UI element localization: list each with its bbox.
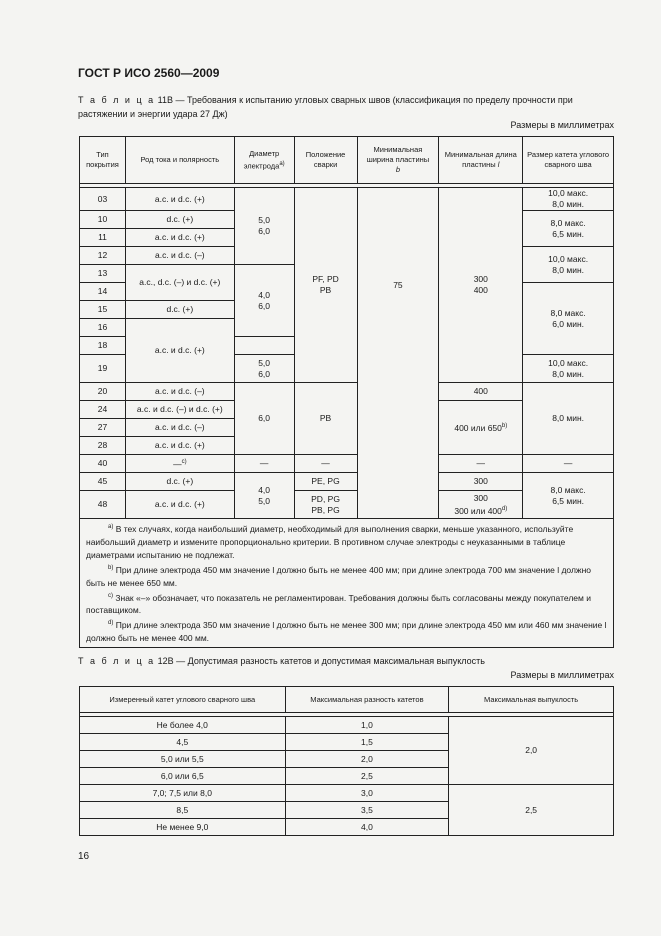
table-row: 8,5 3,5 xyxy=(80,802,614,819)
header-cell: Род тока и полярность xyxy=(125,137,234,184)
table-row: 28 a.c. и d.c. (+) xyxy=(80,437,614,455)
table-row: 14 8,0 макс. 6,0 мин. xyxy=(80,283,614,301)
table-notes xyxy=(80,519,614,648)
page-number: 16 xyxy=(78,851,90,862)
diam-cell: 5,0 6,0 xyxy=(234,355,294,383)
width-cell: 75 xyxy=(357,188,439,383)
table-row: 27 a.c. и d.c. (–) xyxy=(80,419,614,437)
header-cell: Тип покрытия xyxy=(80,137,126,184)
table-row: 16 a.c. и d.c. (+) xyxy=(80,319,614,337)
leg-cell: 10,0 макс. 8,0 мин. xyxy=(523,247,614,283)
leg-cell: 8,0 мин. xyxy=(523,383,614,455)
table-row: 48 a.c. и d.c. (+) PD, PG PB, PG 300 300 или 400$^{d)}$ xyxy=(80,491,614,519)
note-d: $^{d)}$ При длине электрода 350 мм значение l должно быть не менее 300 мм; при длине электрода 450 мм или 460 мм значение l должно быть не менее 400 мм. xyxy=(86,620,607,644)
note-a: $^{a)}$ В тех случаях, когда наибольший диаметр, необходимый для выполнения сварки, меньше указанного, используйте наибольший диаметр и измените пропорционально критерии. В противном случае электроды с неуказанными в таблице диаметрами испытанию не подлежат. xyxy=(86,523,574,560)
table-row: 11 a.c. и d.c. (+) xyxy=(80,229,614,247)
table-11b xyxy=(79,136,614,648)
table-row: 5,0 или 5,5 2,0 xyxy=(80,751,614,768)
table-12b xyxy=(79,686,614,836)
pos-cell: PB xyxy=(294,383,357,455)
leg-cell: 8,0 макс. 6,0 мин. xyxy=(523,283,614,355)
leg-cell: 8,0 макс. 6,5 мин. xyxy=(523,211,614,247)
table-row: 03 a.c. и d.c. (+) 5,0 6,0 PF, PD PB 75 300 400 10,0 макс. 8,0 мин. xyxy=(80,188,614,211)
diam-cell: 4,0 6,0 xyxy=(234,265,294,337)
leg-cell: 10,0 макс. 8,0 мин. xyxy=(523,188,614,211)
table-header-row xyxy=(80,137,614,184)
diam-cell: 4,0 5,0 xyxy=(234,473,294,519)
length-cell: 400 или 650$^{b)}$ xyxy=(439,401,523,455)
table-row: 20 a.c. и d.c. (–) 6,0 PB 400 8,0 мин. xyxy=(80,383,614,401)
table-row: 10 d.c. (+) 8,0 макс. 6,5 мин. xyxy=(80,211,614,229)
header-cell: Размер катета углового сварного шва xyxy=(523,137,614,184)
table-11b-caption: Т а б л и ц а 11B — Требования к испытанию угловых сварных швов (классификация по пределу прочности при растяжении и энергии удара 27 Дж) xyxy=(78,95,573,119)
table-row: 12 a.c. и d.c. (–) 10,0 макс. 8,0 мин. xyxy=(80,247,614,265)
leg-cell: 10,0 макс. 8,0 мин. xyxy=(523,355,614,383)
leg-cell: 8,0 макс. 6,5 мин. xyxy=(523,473,614,519)
table-row: 24 a.c. и d.c. (–) и d.c. (+) 400 или 650$^{b)}$ xyxy=(80,401,614,419)
convexity-cell: 2,0 xyxy=(449,717,614,785)
table-row: 15 d.c. (+) xyxy=(80,301,614,319)
table-12b-units: Размеры в миллиметрах xyxy=(510,670,614,680)
table-row: 45 d.c. (+) 4,0 5,0 PE, PG 300 8,0 макс. 6,5 мин. xyxy=(80,473,614,491)
header-cell: Минимальная длина пластины l xyxy=(439,137,523,184)
table-header-row: Измеренный катет углового сварного шва Максимальная разность катетов Максимальная выпуклость xyxy=(80,687,614,713)
table-row: 7,0; 7,5 или 8,0 3,0 2,5 xyxy=(80,785,614,802)
convexity-cell: 2,5 xyxy=(449,785,614,836)
header-cell: Положение сварки xyxy=(294,137,357,184)
note-b: $^{b)}$ При длине электрода 450 мм значение l должно быть не менее 400 мм; при длине электрода 700 мм значение l должно быть не менее 650 мм. xyxy=(86,564,592,588)
table-row: 18 xyxy=(80,337,614,355)
table-row: 40 —$^{c)}$ — — — — xyxy=(80,455,614,473)
standard-header: ГОСТ Р ИСО 2560—2009 xyxy=(78,66,220,80)
length-cell: 400 xyxy=(439,383,523,401)
pos-cell: PF, PD PB xyxy=(294,188,357,383)
table-row: 6,0 или 6,5 2,5 xyxy=(80,768,614,785)
table-row: 19 5,0 6,0 10,0 макс. 8,0 мин. xyxy=(80,355,614,383)
table-row: Не менее 9,0 4,0 xyxy=(80,819,614,836)
table-row: 4,5 1,5 xyxy=(80,734,614,751)
table-11b-units: Размеры в миллиметрах xyxy=(510,120,614,130)
diam-cell: 5,0 6,0 xyxy=(234,188,294,265)
table-row: Не более 4,0 1,0 2,0 xyxy=(80,717,614,734)
note-c: $^{c)}$ Знак «–» обозначает, что показатель не регламентирован. Требования должны быть согласованы между покупателем и поставщиком. xyxy=(86,592,591,616)
table-12b-caption: Т а б л и ц а 12B — Допустимая разность катетов и допустимая максимальная выпуклость xyxy=(78,656,485,666)
header-cell: Диаметр электрода$^{a)}$ xyxy=(234,137,294,184)
table-row: 13 a.c., d.c. (–) и d.c. (+) 4,0 6,0 xyxy=(80,265,614,283)
length-cell: 300 400 xyxy=(439,188,523,383)
diam-cell: 6,0 xyxy=(234,383,294,455)
header-cell: Минимальная ширина пластины b xyxy=(357,137,439,184)
